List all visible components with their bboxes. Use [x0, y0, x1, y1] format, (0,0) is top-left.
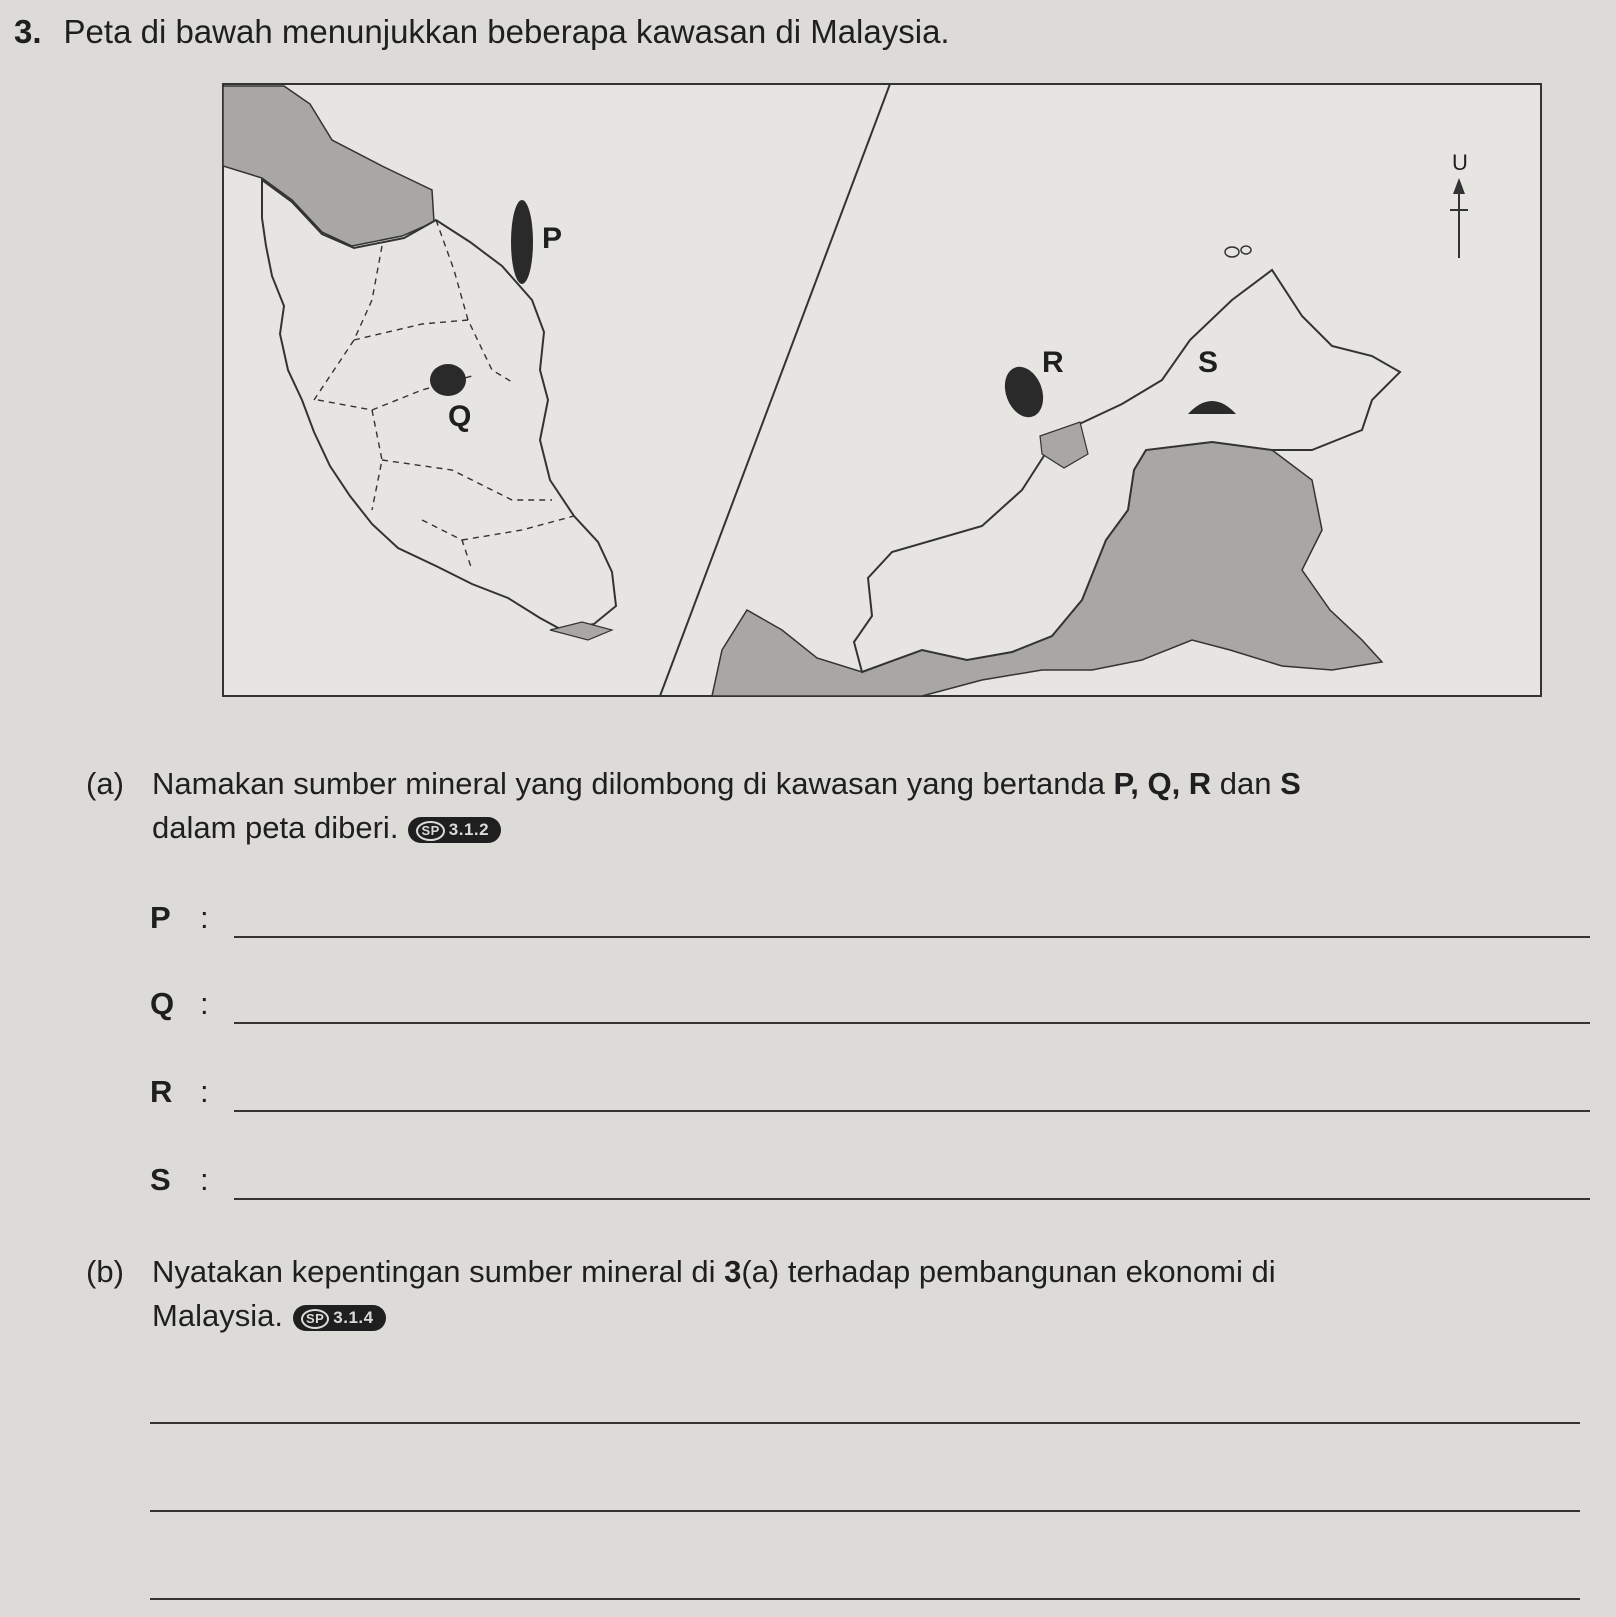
sp-badge-b: SP 3.1.4 — [293, 1305, 386, 1331]
writing-line-3[interactable] — [150, 1598, 1580, 1600]
part-b-line2: Malaysia. — [152, 1298, 283, 1333]
malaysia-map — [222, 70, 1542, 698]
label-s: S — [1198, 346, 1219, 379]
part-b-ref-num: 3 — [724, 1254, 742, 1289]
part-a-text-before: Namakan sumber mineral yang dilombong di kawasan yang bertanda — [152, 766, 1114, 801]
answer-field-s[interactable] — [234, 1196, 1590, 1200]
label-p: P — [542, 222, 563, 255]
writing-line-1[interactable] — [150, 1422, 1580, 1424]
north-label: U — [1452, 150, 1468, 175]
sp-badge-a: SP 3.1.2 — [408, 817, 501, 843]
answer-colon-q: : — [200, 986, 209, 1021]
answer-field-p[interactable] — [234, 934, 1590, 938]
question-heading — [14, 12, 950, 52]
part-a-text-mid: dan — [1211, 766, 1281, 801]
answer-label-r: R — [150, 1074, 173, 1109]
part-a-question — [86, 762, 1301, 850]
answer-field-r[interactable] — [234, 1108, 1590, 1112]
sp-badge-b-code: 3.1.4 — [333, 1307, 374, 1327]
part-a-line2: dalam peta diberi. — [152, 810, 399, 845]
answer-row-p — [150, 898, 1590, 948]
question-number: 3. — [14, 13, 42, 50]
label-r: R — [1042, 346, 1064, 379]
answer-label-s: S — [150, 1162, 171, 1197]
answer-row-s — [150, 1160, 1590, 1210]
answer-row-q — [150, 984, 1590, 1034]
part-b-text-before: Nyatakan kepentingan sumber mineral di — [152, 1254, 725, 1289]
sp-badge-a-code: 3.1.2 — [448, 819, 490, 839]
area-q-marker — [430, 364, 466, 396]
answer-label-q: Q — [150, 986, 175, 1021]
label-q: Q — [448, 400, 472, 433]
writing-line-2[interactable] — [150, 1510, 1580, 1512]
part-b-ref-part: (a) — [741, 1254, 780, 1289]
part-a-letters: P, Q, R — [1113, 766, 1212, 801]
part-b-question — [86, 1250, 1276, 1338]
answer-colon-r: : — [200, 1074, 209, 1109]
answer-field-q[interactable] — [234, 1020, 1590, 1024]
area-p-marker — [511, 200, 533, 284]
part-a-tag: (a) — [86, 766, 124, 801]
answer-colon-p: : — [200, 900, 209, 935]
part-a-letter-last: S — [1280, 766, 1301, 801]
question-title: Peta di bawah menunjukkan beberapa kawasan di Malaysia. — [63, 13, 950, 50]
part-b-text-after: terhadap pembangunan ekonomi di — [779, 1254, 1276, 1289]
answer-row-r — [150, 1072, 1590, 1122]
answer-colon-s: : — [200, 1162, 209, 1197]
part-b-tag: (b) — [86, 1254, 124, 1289]
answer-label-p: P — [150, 900, 171, 935]
